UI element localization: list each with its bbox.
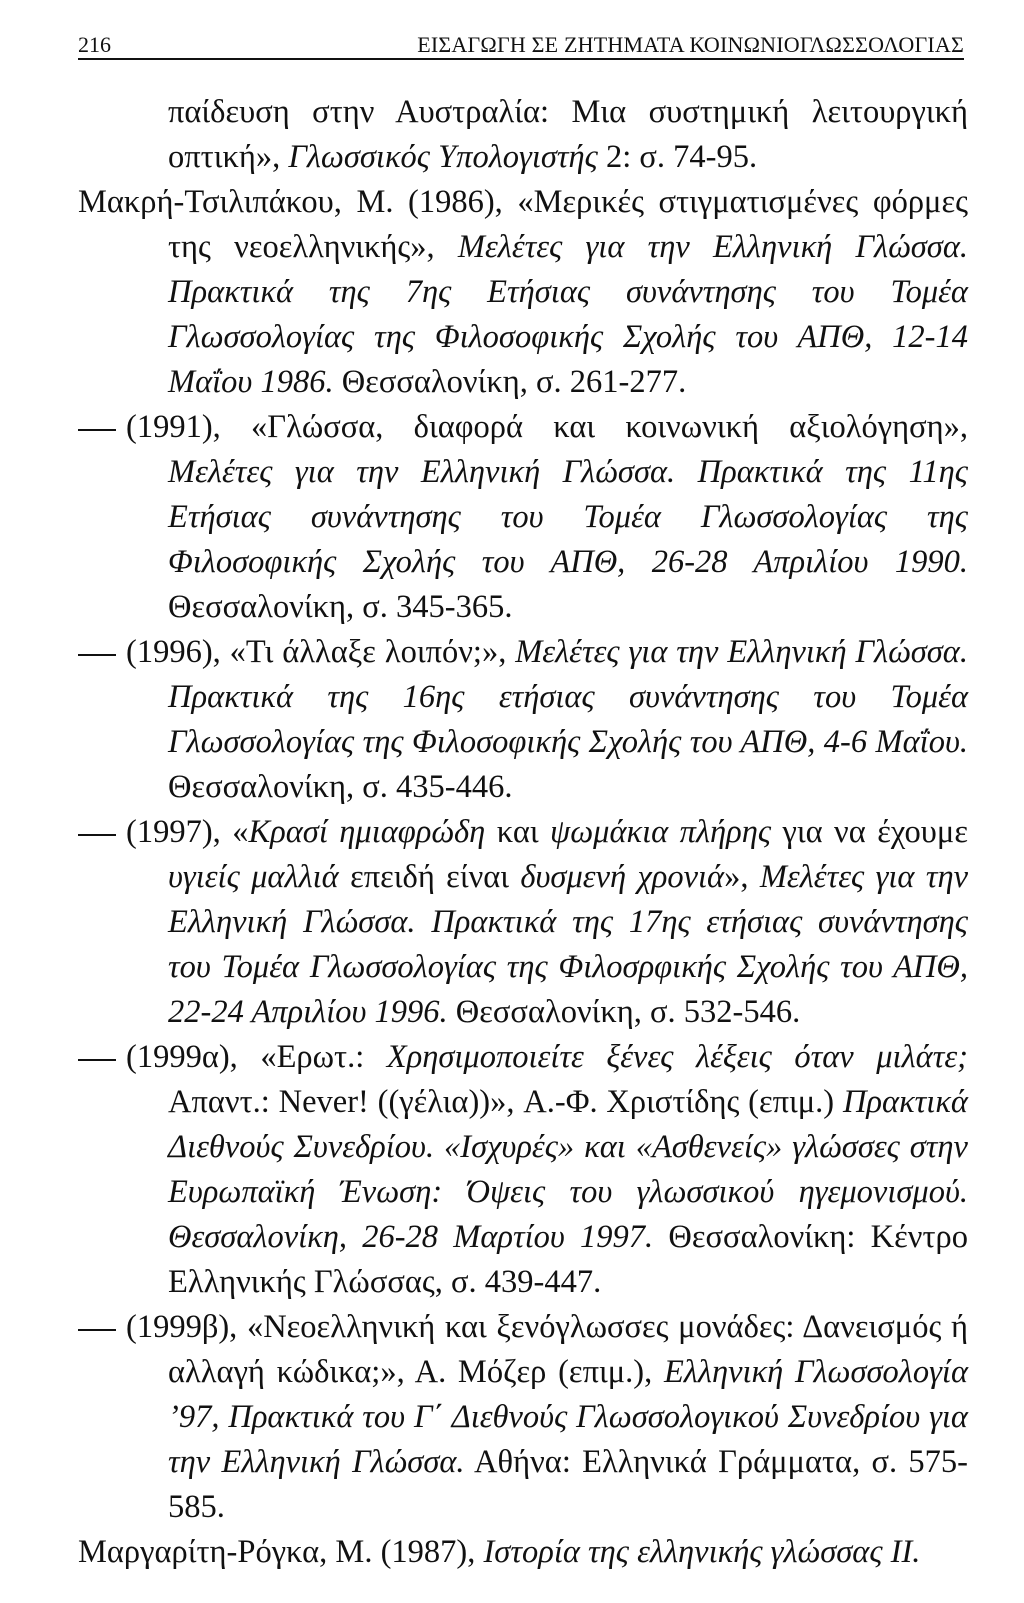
bibliography-entry: [78, 810, 968, 1035]
bibliography-entry: [78, 1035, 968, 1305]
entry-text: (1999β), «Νεοελληνική και ξενόγλωσσες μονάδες: Δανεισμός ή αλλαγή κώδικα;», Α. Μόζερ (επιμ.),: [126, 1309, 968, 1390]
italic-title-text: Μελέτες για την Ελληνική Γλώσσα. Πρακτικά της 7ης Ετήσιας συνάντησης του Τομέα Γλωσσολογίας της Φιλοσοφικής Σχολής του ΑΠΘ, 12-14 Μαΐου 1986.: [168, 229, 969, 400]
repeat-author-dash: [78, 834, 116, 836]
entry-text: (1997), «: [126, 814, 249, 850]
repeat-author-dash: [78, 654, 116, 656]
entry-text: »,: [724, 859, 760, 895]
bibliography-entry: [78, 630, 968, 810]
italic-title-text: Πρακτικά Διεθνούς Συνεδρίου. «Ισχυρές» και «Ασθενείς» γλώσσες στην Ευρωπαϊκή Ένωση: Όψεις του γλωσσικού ηγεμονισμού. Θεσσαλονίκη, 26-28 Μαρτίου 1997.: [168, 1084, 968, 1255]
bibliography-entry: [78, 1305, 968, 1530]
entry-text: για να έχουμε: [771, 814, 968, 850]
entry-text: επειδή είναι: [338, 859, 521, 895]
repeat-author-dash: [78, 1059, 116, 1061]
entry-text: Θεσσαλονίκη, σ. 345-365.: [168, 589, 513, 625]
bibliography-entry: [78, 405, 968, 630]
entry-text: Απαντ.: Never! ((γέλια))», Α.-Φ. Χριστίδης (επιμ.): [168, 1084, 843, 1120]
italic-title-text: Ιστορία της ελληνικής γλώσσας ΙΙ.: [483, 1534, 921, 1570]
entry-text: Θεσσαλονίκη, σ. 532-546.: [447, 994, 801, 1030]
entry-text: Θεσσαλονίκη, σ. 261-277.: [333, 364, 687, 400]
entry-text: Θεσσαλονίκη: Κέντρο Ελληνικής Γλώσσας, σ. 439-447.: [168, 1219, 968, 1300]
bibliography-entry: [78, 1530, 968, 1575]
repeat-author-dash: [78, 1329, 116, 1331]
italic-title-text: Ελληνική Γλωσσολογία ’97, Πρακτικά του Γ΄ Διεθνούς Γλωσσολογικού Συνεδρίου για την Ελληνική Γλώσσα.: [168, 1354, 969, 1480]
entry-text: Μαργαρίτη-Ρόγκα, Μ. (1987),: [78, 1534, 484, 1570]
page-header: [78, 30, 964, 60]
repeat-author-dash: [78, 429, 116, 431]
italic-title-text: Μελέτες για την Ελληνική Γλώσσα. Πρακτικά της 17ης ετήσιας συνάντησης του Τομέα Γλωσσολογίας της Φιλοσρφικής Σχολής του ΑΠΘ, 22-24 Απριλίου 1996.: [168, 859, 968, 1030]
italic-title-text: Κρασί ημιαφρώδη: [248, 814, 486, 850]
running-head: ΕΙΣΑΓΩΓΗ ΣΕ ΖΗΤΗΜΑΤΑ ΚΟΙΝΩΝΙΟΓΛΩΣΣΟΛΟΓΙΑΣ: [417, 32, 964, 57]
entry-text: 2: σ. 74-95.: [597, 139, 758, 175]
entry-text: (1996), «Τι άλλαξε λοιπόν;»,: [126, 634, 516, 670]
italic-title-text: ψωμάκια πλήρης: [550, 814, 772, 850]
italic-title-text: Χρησιμοποιείτε ξένες λέξεις όταν μιλάτε;: [386, 1039, 968, 1075]
entry-text: (1999α), «Ερωτ.:: [126, 1039, 387, 1075]
bibliography-entry: [78, 180, 968, 405]
entry-text: (1991), «Γλώσσα, διαφορά και κοινωνική αξιολόγηση»,: [126, 409, 968, 445]
italic-title-text: υγιείς μαλλιά: [168, 859, 339, 895]
header-rule: [78, 58, 964, 60]
entry-text: Μακρή-Τσιλιπάκου, Μ. (1986), «Μερικές στιγματισμένες φόρμες της νεοελληνικής»,: [78, 184, 968, 265]
entry-text: Θεσσαλονίκη, σ. 435-446.: [168, 769, 513, 805]
italic-title-text: Μελέτες για την Ελληνική Γλώσσα. Πρακτικά της 11ης Ετήσιας συνάντησης του Τομέα Γλωσσολογίας της Φιλοσοφικής Σχολής του ΑΠΘ, 26-28 Απριλίου 1990.: [168, 454, 968, 580]
italic-title-text: Μελέτες για την Ελληνική Γλώσσα. Πρακτικά της 16ης ετήσιας συνάντησης του Τομέα Γλωσσολογίας της Φιλοσοφικής Σχολής του ΑΠΘ, 4-6 Μαΐου.: [168, 634, 968, 760]
page-number: 216: [78, 32, 111, 57]
bibliography-entry: [78, 90, 968, 180]
entry-text: παίδευση στην Αυστραλία: Μια συστημική λειτουργική οπτική»,: [168, 94, 968, 175]
italic-title-text: δυσμενή χρονιά: [520, 859, 725, 895]
entry-text: και: [485, 814, 551, 850]
italic-title-text: Γλωσσικός Υπολογιστής: [288, 139, 598, 175]
entry-text: Αθήνα: Ελληνικά Γράμματα, σ. 575-585.: [168, 1444, 968, 1525]
bibliography-list: [78, 90, 968, 1575]
